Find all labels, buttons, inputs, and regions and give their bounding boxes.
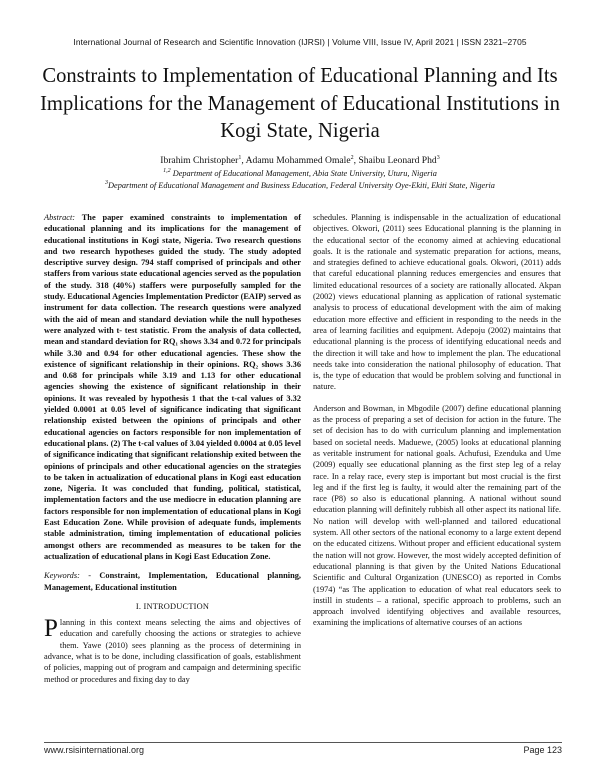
left-column xyxy=(44,212,301,685)
page-number: Page 123 xyxy=(523,745,562,755)
affiliation xyxy=(0,181,600,190)
drop-cap: P xyxy=(44,615,58,643)
affiliation-text: Department of Educational Management and Business Education, Federal University Oye-Ekiti, Ekiti State, Nigeria xyxy=(108,181,495,190)
author-line: Ibrahim Christopher$^1$, Adamu Mohammed Omale$^2$, Shaibu Leonard Phd$^3$ xyxy=(160,154,440,166)
affiliation-text: Department of Educational Management, Abia State University, Uturu, Nigeria xyxy=(170,169,437,178)
keywords-label: Keywords: - xyxy=(44,571,92,581)
journal-header: International Journal of Research and Scientific Innovation (IJRSI) | Volume VIII, Issue IV, April 2021 | ISSN 2321–2705 xyxy=(73,37,527,47)
footer-website: www.rsisinternational.org xyxy=(44,745,145,755)
abstract xyxy=(44,212,301,562)
intro-text: lanning in this context means selecting the aims and objectives of education and carefully choosing the actions or strategies to achieve them. Yawe (2010) sees planning as the process of determining in advance, what is to be done, including classification of goals, establishment of policies, mapping out of program and campaign and determining specific method or procedures and fixing day to day xyxy=(44,618,301,684)
abstract-text: The paper examined constraints to implementation of educational planning and its implications for the management of educational institutions in Kogi state, Nigeria. Two research questions and two research hypotheses guided the study. The study adopted descriptive survey design. 794 staff comprised of principals and other staffers from various state educational agencies served as the population of the study. 318 (40%) staffers were purposefully sampled for the study. Educational Agencies Implementation Predictor (EAIP) served as instrument for data collection. The research questions were analyzed with the aid of mean and standard deviation while the null hypotheses were analyzed with t- test statistic. From the analysis of data collected, mean and standard deviation for RQ₁ shows 3.34 and 0.72 for principals while 3.30 and 0.94 for other educational agencies. These show the existence of significant relationship in their opinions. RQ₂ shows 3.36 and 0.68 for principals while 3.19 and 1.13 for other educational agencies showing the existence of significant relationship in their opinions. It was revealed by hypothesis 1 that the t-cal values of 3.32 yielded 0.0001 at 0.05 level of significance indicating that significant relationship existed between the opinions of principals and other educational agencies on factors responsible for non implementation of educational plans. (2) The t-cal values of 3.04 yielded 0.0004 at 0.05 level of significance indicating that significant relationship exited between the opinions of principals and other educational agencies on the strategies to be taken in actualization of educational plans in Kogi east education zone, Nigeria. It was concluded that funding, political, statistical, implementation factors and the use mediocre in education planning are factors responsible for non implementation of educational plans in Kogi East Education Zone. While provision of adequate funds, implements stable administration, timing implementation of educational policies amongst others are recommended as measures to be taken for the actualization of educational plans in Kogi East Education Zone. xyxy=(44,213,301,561)
right-column xyxy=(313,212,561,629)
author-name: Ibrahim Christopher xyxy=(160,155,239,166)
author-name: Shaibu Leonard Phd xyxy=(358,155,437,166)
affiliation xyxy=(0,169,600,178)
paragraph: schedules. Planning is indispensable in the actualization of educational objectives. Okwori, (2011) sees Educational planning is the planning in the educational sector of the economy aimed at achieving educational goals. It is the rationale and systematic preparation for actions, means, and strategies defined to achieve educational goals. Okwori, (2011) adds that careful educational planning reduces emergencies and ensures that limited educational resources of a society are rationally allocated. Akpan (2002) views educational planning as application of rational systematic analysis to process of educational development with the aim of making education more effective and efficient in responding to the needs in the area of learning facilities and equipment. Adepoju (2002) maintains that educational planning is the process of identifying educational needs and the direction it will take and how to implement the plan. The educational needs take into consideration the national philosophy of education. That is, the type of education that would be problem solving and functional in nature. xyxy=(313,213,561,392)
footer-divider xyxy=(44,742,562,743)
affiliation-sup: 3 xyxy=(105,180,109,187)
introduction xyxy=(44,617,301,685)
keywords-text: Constraint, Implementation, Educational planning, Management, Educational institution xyxy=(44,571,301,592)
affiliation-sup: 1,2 xyxy=(163,168,171,175)
paper-title: Constraints to Implementation of Educational Planning and Its Implications for the Management of Educational Institutions in Kogi State, Nigeria xyxy=(40,65,560,142)
abstract-label: Abstract: xyxy=(44,213,76,222)
author-name: Adamu Mohammed Omale xyxy=(245,155,351,166)
paragraph: Anderson and Bowman, in Mbgodile (2007) define educational planning as the process of preparing a set of decision for action in the future. The set of decision has to do with curriculum planning and implementation based on societal needs. Maduewe, (2005) looks at educational planning as veritable instrument for national goals. Achufusi, Ezenduka and Ume (2009) equally see educational planning as the first step leg of a relay race. In a relay race, every step is important but most crucial is the first leg and if the first leg is faulty, it would alter the remaining part of the race (P8) so also is educational planning. A national without sound education planning will definitely rubbish all other aspect its national life. No nation will develop with well-planned and tailored educational system. All other sectors of the national economy to a large extent depend on the educated citizens. Without proper and efficient educational system the nation will not grow. However, the most widely accepted definition of educational planning is that given by the United Nations Educational Scientific and Cultural Organization (UNESCO) as reported in Combs (1974) “as The application to education of what real educators seek to instill in students – a rational, specific approach to problems, such an approach involved identifying objectives and available resources, examining the implications of alternative courses of an actions xyxy=(313,403,561,628)
keywords xyxy=(44,570,301,593)
author-sup: 2 xyxy=(350,154,354,161)
author-sup: 3 xyxy=(436,154,440,161)
section-heading: I. INTRODUCTION xyxy=(135,601,210,611)
author-sup: 1 xyxy=(238,154,242,161)
